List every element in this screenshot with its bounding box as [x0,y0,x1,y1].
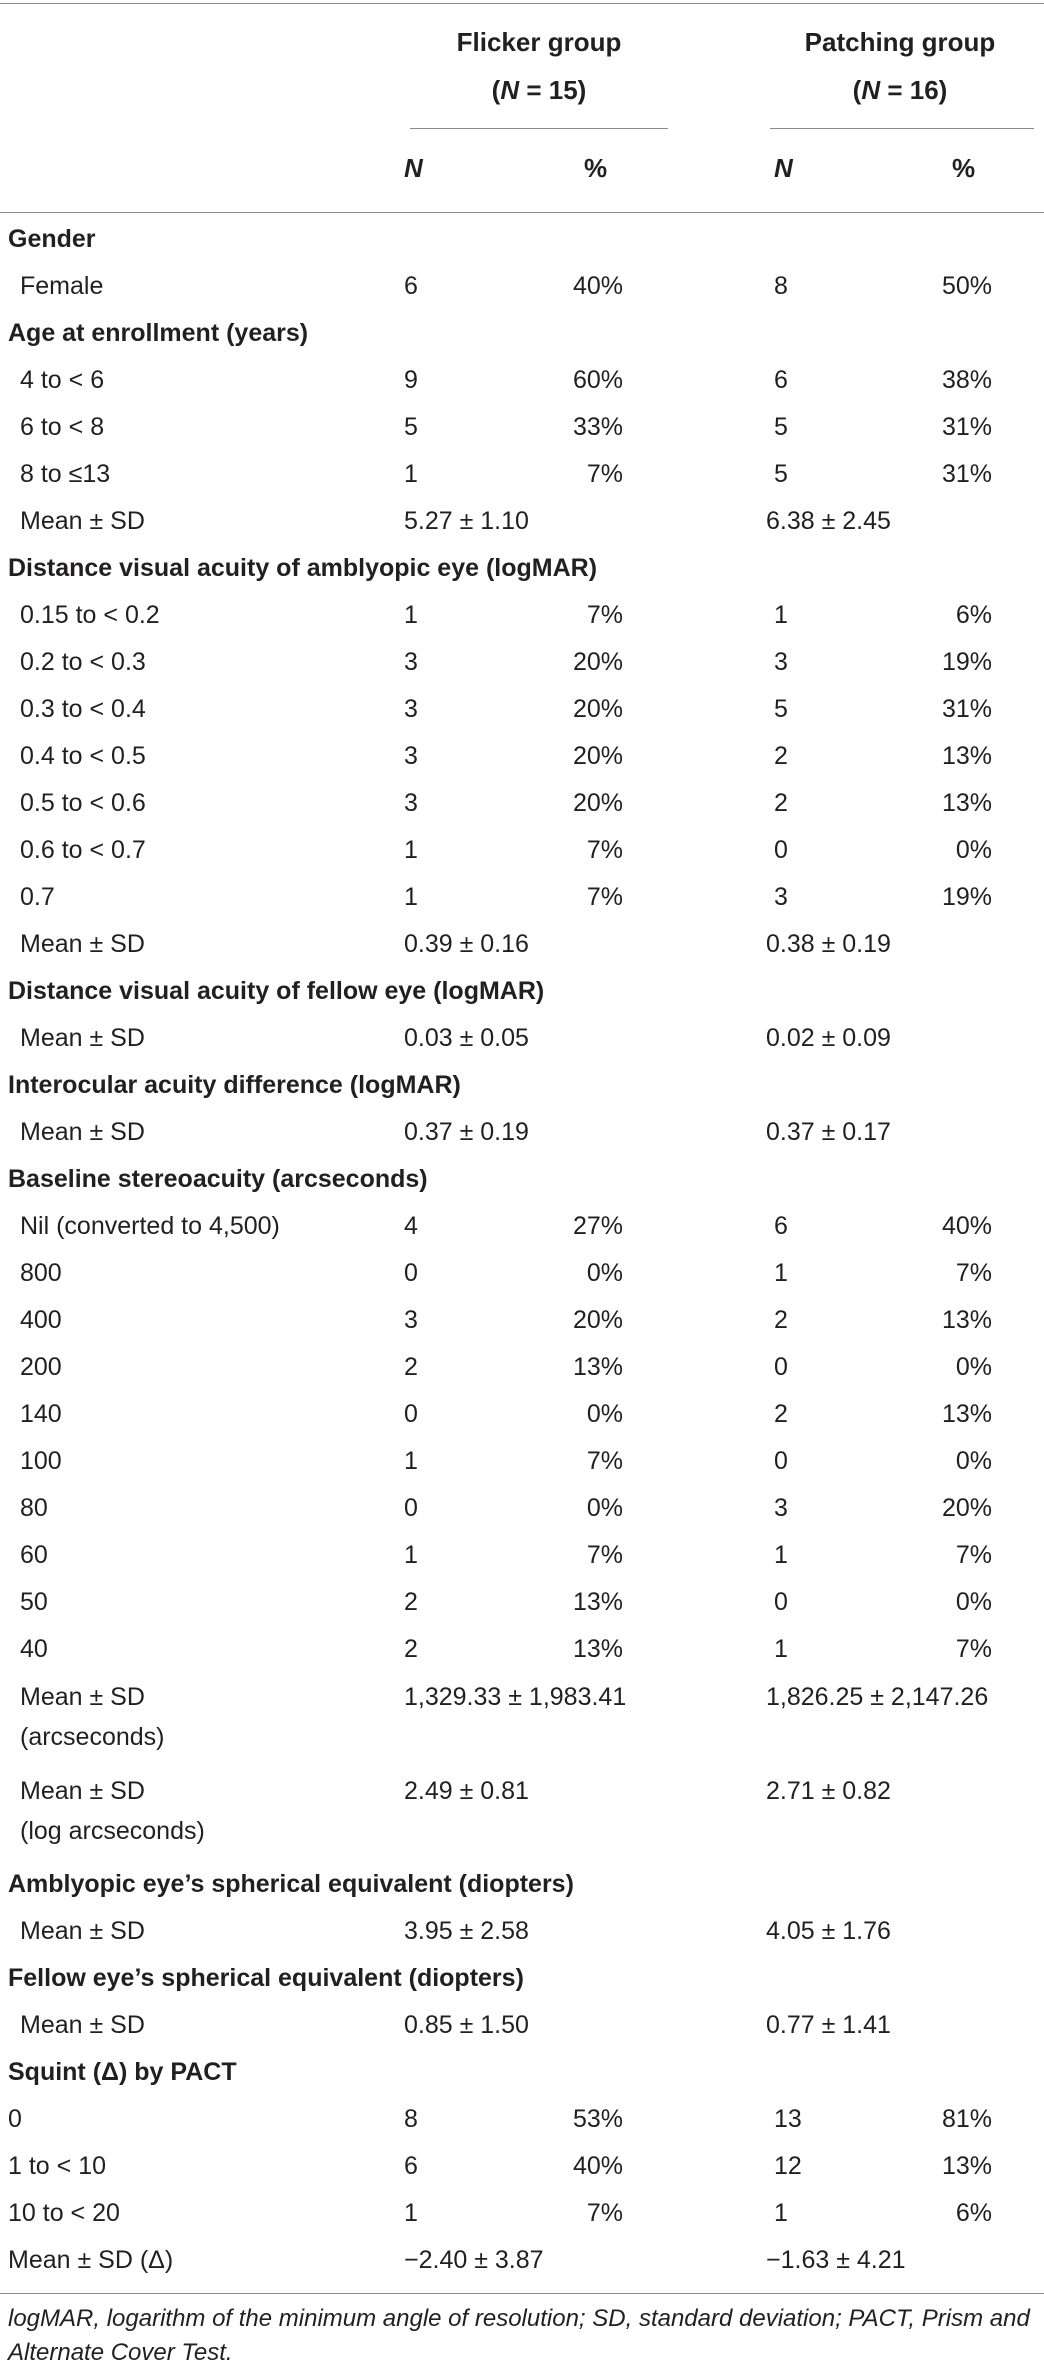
section-row [0,545,1044,592]
patching-n-cell: 3 [774,648,788,676]
table-row [0,357,1044,404]
patching-n-cell: 8 [774,272,788,300]
row-label: Mean ± SD [20,1024,145,1052]
flicker-n-cell: 1 [404,460,418,488]
patching-n-cell: 6 [774,1212,788,1240]
table-row [0,451,1044,498]
flicker-pct-cell: 40% [572,272,623,300]
row-label: Female [20,272,104,300]
patching-pct-cell: 50% [941,272,992,300]
patching-pct-cell: 7% [955,1541,992,1569]
row-label: 0.5 to < 0.6 [20,789,146,817]
patching-mean-cell: 0.38 ± 0.19 [766,930,891,958]
table-row [0,1391,1044,1438]
row-label: 8 to ≤13 [20,460,111,488]
row-label: 0.6 to < 0.7 [20,836,146,864]
flicker-pct-cell: 27% [572,1212,623,1240]
flicker-n-cell: 2 [404,1635,418,1663]
table-row [0,1297,1044,1344]
flicker-group-n: (N = 15) [491,75,587,105]
row-label: 0.7 [20,883,55,911]
flicker-mean-cell: 0.85 ± 1.50 [404,2011,529,2039]
section-row [0,1156,1044,1203]
flicker-n-cell: 0 [404,1494,418,1522]
flicker-pct-cell: 7% [586,1447,623,1475]
row-label: Mean ± SD [20,507,145,535]
section-row [0,2049,1044,2096]
flicker-pct-cell: 20% [572,648,623,676]
flicker-pct-cell: 20% [572,695,623,723]
row-label: 0.4 to < 0.5 [20,742,146,770]
patching-n-cell: 2 [774,742,788,770]
table-footnote: logMAR, logarithm of the minimum angle of resolution; SD, standard deviation; PACT, Prism and Alternate Cover Test. [8,2305,1030,2366]
flicker-pct-cell: 7% [586,836,623,864]
patching-n-cell: 2 [774,1400,788,1428]
flicker-pct-header: % [584,153,608,183]
row-label-line1: Mean ± SD [20,1683,145,1711]
flicker-n-cell: 8 [404,2105,418,2133]
table-row [0,2143,1044,2190]
patching-pct-cell: 31% [941,413,992,441]
row-label: Nil (converted to 4,500) [20,1212,280,1240]
flicker-n-value: = 15) [519,75,587,105]
patching-n-cell: 1 [774,1635,788,1663]
flicker-pct-cell: 13% [572,1353,623,1381]
flicker-mean-cell: 0.39 ± 0.16 [404,930,529,958]
flicker-n-cell: 1 [404,1541,418,1569]
row-label: 0.3 to < 0.4 [20,695,146,723]
flicker-pct-cell: 7% [586,1541,623,1569]
table-row [0,639,1044,686]
table-row [0,2190,1044,2237]
patching-n-cell: 2 [774,1306,788,1334]
patching-pct-header: % [952,153,976,183]
section-row [0,310,1044,357]
flicker-mean-cell: 2.49 ± 0.81 [404,1777,529,1805]
flicker-n-cell: 1 [404,1447,418,1475]
patching-pct-cell: 81% [941,2105,992,2133]
flicker-mean-cell: 3.95 ± 2.58 [404,1917,529,1945]
table-row [0,1109,1044,1156]
section-row [0,216,1044,263]
flicker-pct-cell: 0% [586,1400,623,1428]
section-row [0,1955,1044,2002]
patching-pct-cell: 7% [955,1259,992,1287]
table-row [0,1532,1044,1579]
section-label: Amblyopic eye’s spherical equivalent (diopters) [8,1870,574,1898]
table-row [0,1485,1044,1532]
flicker-pct-cell: 7% [586,601,623,629]
flicker-n-cell: 3 [404,1306,418,1334]
patching-group-n: (N = 16) [852,75,948,105]
patching-mean-cell: 4.05 ± 1.76 [766,1917,891,1945]
flicker-pct-cell: 20% [572,742,623,770]
patching-n-cell: 0 [774,836,788,864]
patching-n-cell: 1 [774,601,788,629]
table-top-rule [0,3,1044,4]
flicker-group-name: Flicker group [456,27,622,57]
patching-pct-cell: 31% [941,460,992,488]
flicker-n-cell: 6 [404,2152,418,2180]
patching-group-header [750,18,1044,114]
patching-n-cell: 13 [774,2105,802,2133]
table-row [0,1579,1044,1626]
flicker-mean-cell: 0.37 ± 0.19 [404,1118,529,1146]
table-row [0,733,1044,780]
flicker-pct-cell: 20% [572,1306,623,1334]
row-label: 200 [20,1353,62,1381]
flicker-group-header [389,18,689,114]
patching-pct-cell: 6% [955,2199,992,2227]
flicker-n-cell: 0 [404,1400,418,1428]
row-label: 10 to < 20 [8,2199,120,2227]
patching-n-header: N [774,153,793,183]
flicker-n-cell: 3 [404,648,418,676]
patching-pct-cell: 40% [941,1212,992,1240]
table-row [0,2096,1044,2143]
flicker-pct-cell: 20% [572,789,623,817]
flicker-n-cell: 0 [404,1259,418,1287]
row-label: 800 [20,1259,62,1287]
row-label: 50 [20,1588,48,1616]
flicker-pct-cell: 7% [586,2199,623,2227]
patching-pct-cell: 6% [955,601,992,629]
section-row [0,968,1044,1015]
patching-n-cell: 0 [774,1353,788,1381]
table-row [0,2237,1044,2284]
table-row [0,1626,1044,1673]
flicker-pct-cell: 0% [586,1494,623,1522]
flicker-pct-cell: 7% [586,460,623,488]
patching-pct-cell: 19% [941,883,992,911]
table-row [0,2002,1044,2049]
section-label: Fellow eye’s spherical equivalent (diopters) [8,1964,524,1992]
table-row [0,404,1044,451]
table-row [0,780,1044,827]
flicker-pct-cell: 33% [572,413,623,441]
flicker-n-cell: 5 [404,413,418,441]
table-row [0,874,1044,921]
row-label: Mean ± SD (Δ) [8,2246,174,2274]
patching-n-cell: 0 [774,1447,788,1475]
flicker-n-cell: 1 [404,2199,418,2227]
patching-n-value: = 16) [880,75,948,105]
table-row [0,686,1044,733]
section-row [0,1861,1044,1908]
patching-pct-cell: 0% [955,1353,992,1381]
patching-pct-cell: 19% [941,648,992,676]
patching-pct-cell: 13% [941,742,992,770]
flicker-group-rule [410,128,668,129]
flicker-pct-cell: 60% [572,366,623,394]
flicker-n-cell: 1 [404,836,418,864]
patching-n-cell: 2 [774,789,788,817]
flicker-pct-cell: 53% [572,2105,623,2133]
section-label: Baseline stereoacuity (arcseconds) [8,1165,428,1193]
flicker-n-cell: 3 [404,695,418,723]
patching-mean-cell: −1.63 ± 4.21 [766,2246,906,2274]
patching-n-cell: 1 [774,2199,788,2227]
patching-mean-cell: 0.37 ± 0.17 [766,1118,891,1146]
patching-mean-cell: 1,826.25 ± 2,147.26 [766,1683,989,1711]
patching-mean-cell: 2.71 ± 0.82 [766,1777,891,1805]
row-label: Mean ± SD [20,1118,145,1146]
flicker-mean-cell: 5.27 ± 1.10 [404,507,529,535]
row-label: 80 [20,1494,48,1522]
patching-n-cell: 12 [774,2152,802,2180]
patching-pct-cell: 0% [955,1447,992,1475]
patching-pct-cell: 13% [941,2152,992,2180]
row-label: 1 to < 10 [8,2152,106,2180]
patching-group-name: Patching group [804,27,996,57]
row-label: 40 [20,1635,48,1663]
flicker-mean-cell: 1,329.33 ± 1,983.41 [404,1683,627,1711]
table-row [0,921,1044,968]
row-label: 4 to < 6 [20,366,105,394]
row-label: 0.2 to < 0.3 [20,648,146,676]
table-row [0,1767,1044,1861]
header-bottom-rule [0,212,1044,213]
patching-group-rule [770,128,1034,129]
patching-n-cell: 5 [774,695,788,723]
patching-n-cell: 1 [774,1541,788,1569]
flicker-pct-cell: 40% [572,2152,623,2180]
table-row [0,827,1044,874]
row-label: Mean ± SD [20,930,145,958]
flicker-n-cell: 6 [404,272,418,300]
section-label: Distance visual acuity of amblyopic eye (logMAR) [8,554,598,582]
row-label-line1: Mean ± SD [20,1777,145,1805]
flicker-mean-cell: 0.03 ± 0.05 [404,1024,529,1052]
table-bottom-rule [0,2293,1044,2294]
row-label-line2: (log arcseconds) [20,1817,205,1845]
flicker-n-cell: 3 [404,742,418,770]
table-row [0,1344,1044,1391]
section-label: Distance visual acuity of fellow eye (logMAR) [8,977,545,1005]
flicker-n-cell: 1 [404,601,418,629]
table-row [0,1203,1044,1250]
row-label [20,1771,205,1851]
row-label: 100 [20,1447,62,1475]
flicker-pct-cell: 13% [572,1588,623,1616]
flicker-n-header: N [404,153,423,183]
patching-mean-cell: 6.38 ± 2.45 [766,507,891,535]
patching-n-cell: 5 [774,460,788,488]
flicker-n-cell: 3 [404,789,418,817]
row-label: 140 [20,1400,62,1428]
patching-n-cell: 3 [774,883,788,911]
row-label: Mean ± SD [20,1917,145,1945]
patching-pct-cell: 31% [941,695,992,723]
patching-n-cell: 6 [774,366,788,394]
row-label: 6 to < 8 [20,413,105,441]
patching-n-cell: 5 [774,413,788,441]
flicker-n-cell: 4 [404,1212,418,1240]
flicker-mean-cell: −2.40 ± 3.87 [404,2246,544,2274]
flicker-n-cell: 1 [404,883,418,911]
patching-n-cell: 1 [774,1259,788,1287]
patching-n-symbol: N [861,75,881,105]
patching-mean-cell: 0.77 ± 1.41 [766,2011,891,2039]
patching-n-cell: 3 [774,1494,788,1522]
flicker-n-cell: 2 [404,1353,418,1381]
table-row [0,1438,1044,1485]
patching-pct-cell: 7% [955,1635,992,1663]
patching-n-cell: 0 [774,1588,788,1616]
patching-pct-cell: 38% [941,366,992,394]
patching-pct-cell: 13% [941,1400,992,1428]
table-row [0,1015,1044,1062]
table-row [0,263,1044,310]
flicker-pct-cell: 13% [572,1635,623,1663]
flicker-pct-cell: 7% [586,883,623,911]
flicker-n-cell: 9 [404,366,418,394]
table-row [0,1673,1044,1767]
row-label: 60 [20,1541,48,1569]
table-row [0,1250,1044,1297]
row-label: 0.15 to < 0.2 [20,601,160,629]
section-label: Age at enrollment (years) [8,319,309,347]
table-row [0,498,1044,545]
patching-pct-cell: 0% [955,836,992,864]
row-label [20,1677,165,1757]
row-label: 0 [8,2105,22,2133]
table-row [0,1908,1044,1955]
patching-pct-cell: 20% [941,1494,992,1522]
section-row [0,1062,1044,1109]
section-label: Squint (Δ) by PACT [8,2058,237,2086]
row-label: Mean ± SD [20,2011,145,2039]
patching-pct-cell: 0% [955,1588,992,1616]
section-label: Interocular acuity difference (logMAR) [8,1071,461,1099]
flicker-pct-cell: 0% [586,1259,623,1287]
flicker-n-symbol: N [500,75,520,105]
row-label: 400 [20,1306,62,1334]
patching-mean-cell: 0.02 ± 0.09 [766,1024,891,1052]
table-row [0,592,1044,639]
patching-pct-cell: 13% [941,1306,992,1334]
section-label: Gender [8,225,96,253]
row-label-line2: (arcseconds) [20,1723,165,1751]
flicker-n-cell: 2 [404,1588,418,1616]
patching-pct-cell: 13% [941,789,992,817]
